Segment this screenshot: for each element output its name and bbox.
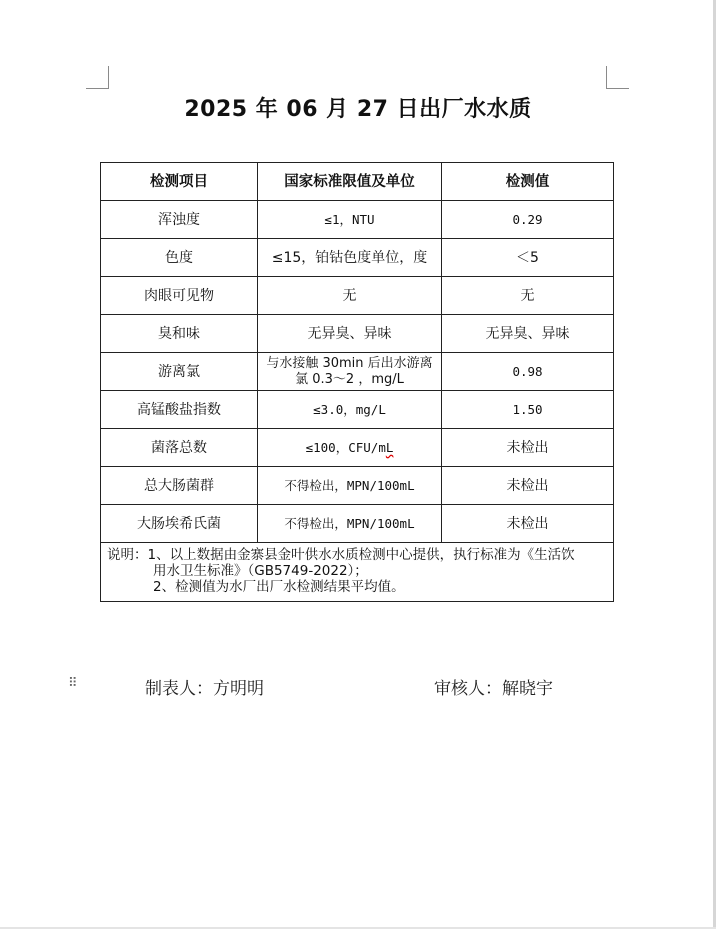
notes-row bbox=[101, 543, 614, 602]
row-value: 未检出 bbox=[442, 429, 614, 467]
water-quality-table bbox=[100, 162, 614, 602]
row-item: 色度 bbox=[101, 239, 258, 277]
row-value: 无 bbox=[442, 277, 614, 315]
row-standard: ≤1，NTU bbox=[258, 201, 442, 239]
note-line-2: 用水卫生标准》（GB5749-2022）； bbox=[153, 563, 368, 579]
maker-signature: 制表人：方明明 bbox=[145, 679, 264, 699]
row-item: 浑浊度 bbox=[101, 201, 258, 239]
row-standard-line2: 氯 0.3～2 ，mg/L bbox=[295, 371, 404, 387]
notes-cell bbox=[101, 543, 614, 602]
spellcheck-underline: L bbox=[385, 439, 394, 455]
table-row bbox=[101, 391, 614, 429]
table-row bbox=[101, 201, 614, 239]
row-item: 菌落总数 bbox=[101, 429, 258, 467]
row-item: 游离氯 bbox=[101, 353, 258, 391]
header-value: 检测值 bbox=[442, 163, 614, 201]
table-row bbox=[101, 277, 614, 315]
row-standard: 无 bbox=[258, 277, 442, 315]
reviewer-signature: 审核人：解晓宇 bbox=[434, 679, 553, 699]
table-row bbox=[101, 467, 614, 505]
row-item: 总大肠菌群 bbox=[101, 467, 258, 505]
row-item: 大肠埃希氏菌 bbox=[101, 505, 258, 543]
row-value: 未检出 bbox=[442, 467, 614, 505]
row-value: 无异臭、异味 bbox=[442, 315, 614, 353]
drag-handle-icon[interactable]: ⠿ bbox=[68, 676, 77, 691]
row-value: 1.50 bbox=[442, 391, 614, 429]
row-item: 肉眼可见物 bbox=[101, 277, 258, 315]
row-value: 0.29 bbox=[442, 201, 614, 239]
header-item: 检测项目 bbox=[101, 163, 258, 201]
table-row bbox=[101, 505, 614, 543]
document-title: 2025 年 06 月 27 日出厂水水质 bbox=[184, 97, 532, 122]
margin-corner-top-left bbox=[86, 66, 109, 89]
row-standard: 无异臭、异味 bbox=[258, 315, 442, 353]
margin-corner-top-right bbox=[606, 66, 629, 89]
note-line-1: 说明：1、以上数据由金寨县金叶供水水质检测中心提供，执行标准为《生活饮 bbox=[107, 547, 575, 563]
row-standard: ≤3.0，mg/L bbox=[258, 391, 442, 429]
row-value: ＜5 bbox=[442, 239, 614, 277]
row-standard-prefix: ≤100，CFU/m bbox=[305, 439, 386, 455]
row-standard-line1: 与水接触 30min 后出水游离 bbox=[266, 355, 433, 371]
row-standard bbox=[258, 429, 442, 467]
row-standard: ≤15，铂钴色度单位，度 bbox=[258, 239, 442, 277]
row-item: 臭和味 bbox=[101, 315, 258, 353]
table-header-row bbox=[101, 163, 614, 201]
row-item: 高锰酸盐指数 bbox=[101, 391, 258, 429]
row-value: 0.98 bbox=[442, 353, 614, 391]
table-row bbox=[101, 315, 614, 353]
header-standard: 国家标准限值及单位 bbox=[258, 163, 442, 201]
table-row bbox=[101, 353, 614, 391]
note-line-3: 2、检测值为水厂出厂水检测结果平均值。 bbox=[153, 579, 405, 595]
row-value: 未检出 bbox=[442, 505, 614, 543]
row-standard: 不得检出，MPN/100mL bbox=[258, 505, 442, 543]
row-standard bbox=[258, 353, 442, 391]
row-standard: 不得检出，MPN/100mL bbox=[258, 467, 442, 505]
table-row bbox=[101, 429, 614, 467]
table-row bbox=[101, 239, 614, 277]
